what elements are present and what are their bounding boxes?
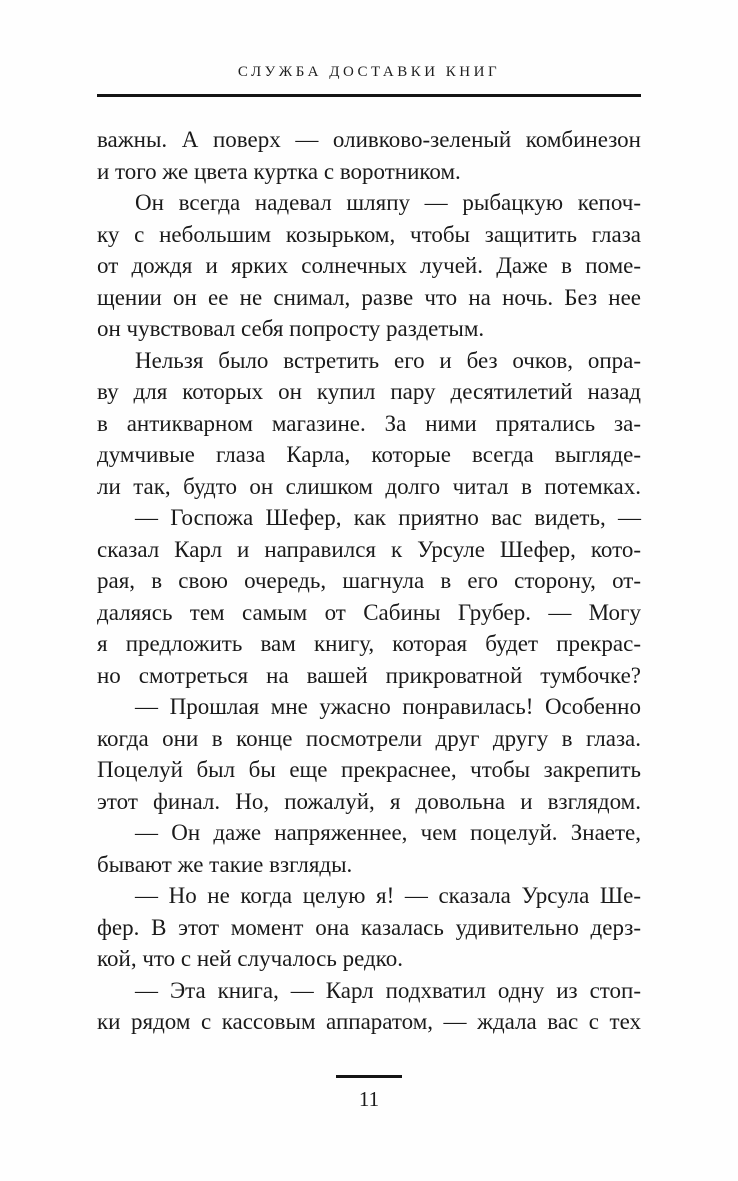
- text-line: ву для которых он купил пару десятилетий назад: [97, 379, 641, 404]
- text-line: от дождя и ярких солнечных лучей. Даже в поме-: [97, 253, 641, 278]
- body-text: [97, 124, 641, 1038]
- text-line: даляясь тем самым от Сабины Грубер. — Могу: [97, 599, 641, 625]
- text-line: — Прошлая мне ужасно понравилась! Особенно: [135, 694, 641, 719]
- text-line: — Он даже напряженнее, чем поцелуй. Знаете,: [135, 820, 641, 845]
- text-line: рая, в свою очередь, шагнула в его сторону, от-: [97, 568, 641, 593]
- paragraph: [97, 502, 641, 691]
- text-line: и того же цвета куртка с воротником.: [97, 158, 461, 184]
- text-line: я предложить вам книгу, которая будет прекрас-: [97, 631, 641, 656]
- footer-rule: [336, 1075, 402, 1078]
- text-line: — Но не когда целую я! — сказала Урсула Ше-: [135, 883, 641, 908]
- text-line: он чувствовал себя попросту раздетым.: [97, 316, 485, 341]
- paragraph: [97, 345, 641, 503]
- text-line: ки рядом с кассовым аппаратом, — ждала вас с тех: [97, 1009, 641, 1034]
- text-line: — Госпожа Шефер, как приятно вас видеть, —: [135, 505, 641, 530]
- text-line: Он всегда надевал шляпу — рыбацкую кепоч-: [135, 190, 641, 215]
- text-line: ку с небольшим козырьком, чтобы защитить глаза: [97, 221, 641, 247]
- text-line: щении он ее не снимал, разве что на ночь. Без нее: [97, 284, 641, 310]
- text-line: бывают же такие взгляды.: [97, 851, 353, 877]
- paragraph: [97, 691, 641, 817]
- running-header: СЛУЖБА ДОСТАВКИ КНИГ: [237, 64, 501, 80]
- text-line: кой, что с ней случалось редко.: [97, 946, 403, 971]
- text-line: в антикварном магазине. За ними прятались за-: [97, 410, 641, 436]
- text-line: этот финал. Но, пожалуй, я довольна и взглядом.: [97, 788, 641, 814]
- text-line: когда они в конце посмотрели друг другу в глаза.: [97, 725, 641, 751]
- paragraph: [97, 880, 641, 975]
- paragraph: [97, 124, 641, 187]
- text-line: Нельзя было встретить его и без очков, опра-: [135, 347, 641, 373]
- paragraph: [97, 187, 641, 345]
- paragraph: [97, 817, 641, 880]
- text-line: но смотреться на вашей прикроватной тумбочке?: [97, 662, 641, 688]
- page-number: 11: [358, 1087, 380, 1111]
- text-line: думчивые глаза Карла, которые всегда выгляде-: [97, 442, 641, 467]
- text-line: ли так, будто он слишком долго читал в потемках.: [97, 473, 641, 499]
- text-line: важны. А поверх — оливково-зеленый комбинезон: [97, 127, 641, 152]
- header-rule: [97, 94, 641, 97]
- text-line: Поцелуй был бы еще прекраснее, чтобы закрепить: [97, 757, 641, 782]
- text-line: сказал Карл и направился к Урсуле Шефер, кото-: [97, 536, 641, 562]
- text-line: фер. В этот момент она казалась удивительно дерз-: [97, 914, 641, 940]
- paragraph: [97, 975, 641, 1038]
- text-line: — Эта книга, — Карл подхватил одну из стоп-: [135, 977, 641, 1003]
